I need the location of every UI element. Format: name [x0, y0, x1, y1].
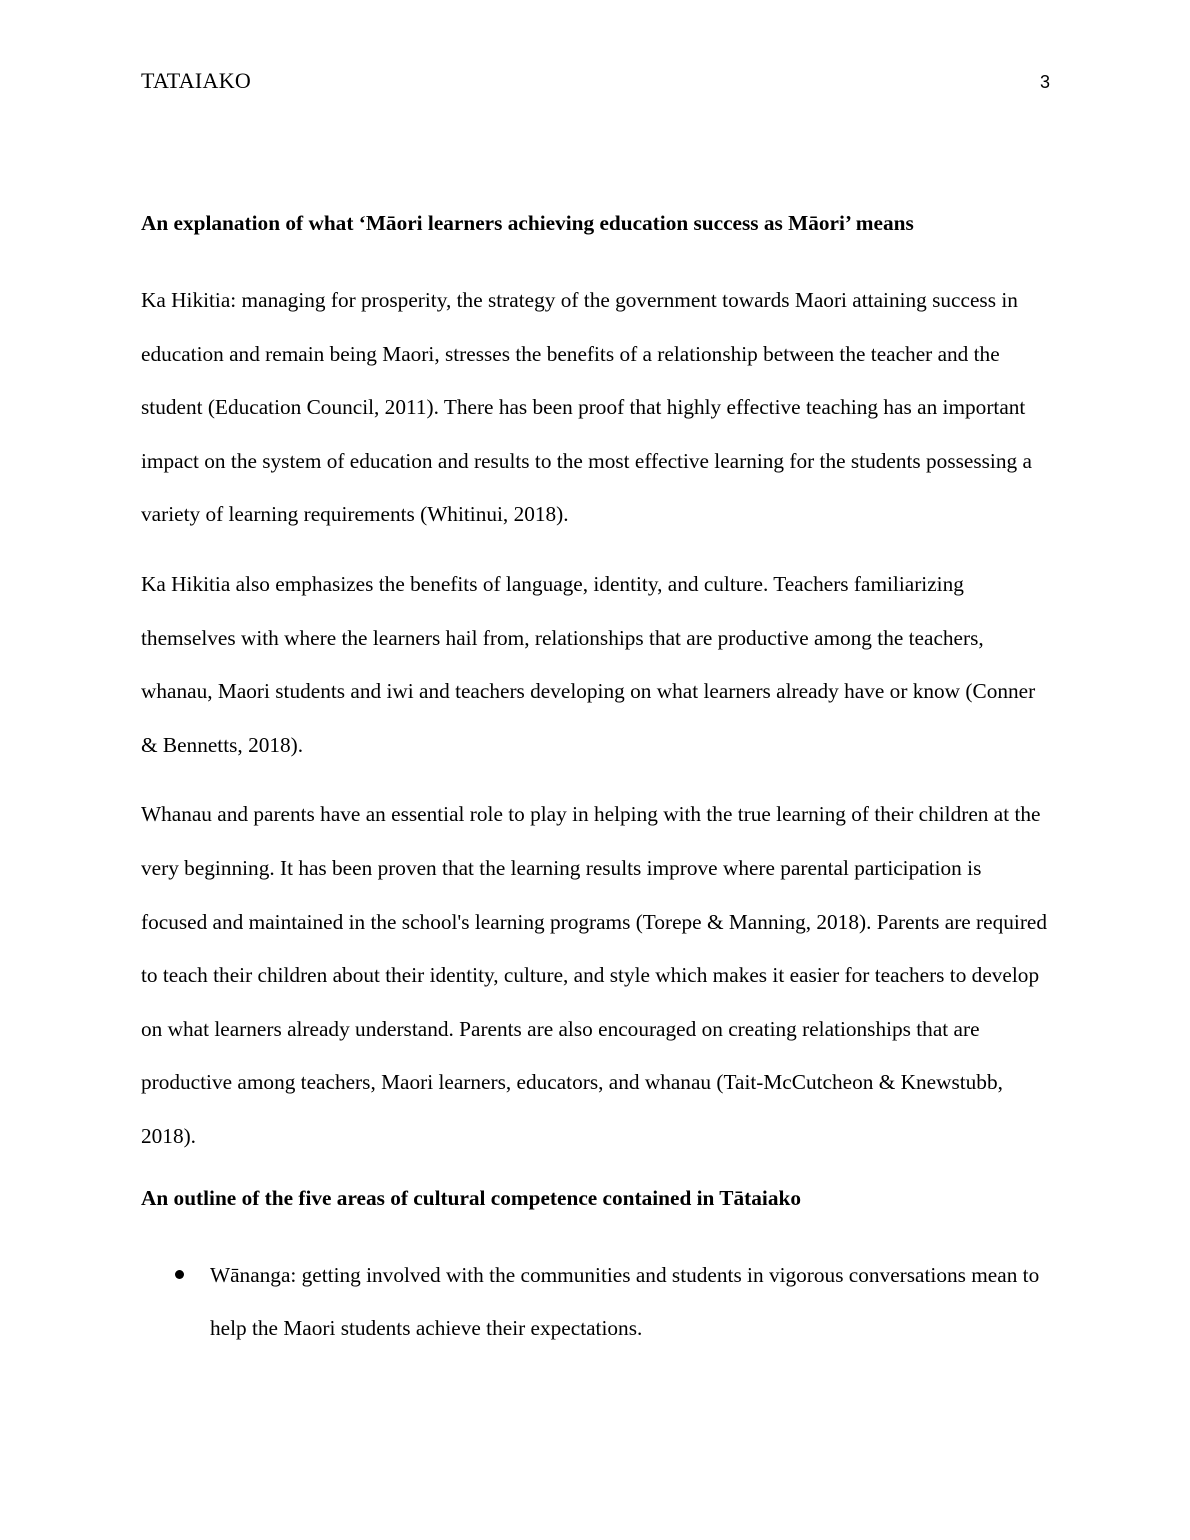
paragraph: Ka Hikitia: managing for prosperity, the strategy of the government towards Maori attaining success in education and remain being Maori, stresses the benefits of a relationship between the teacher and the student (Education Council, 2011). There has been proof that highly effective teaching has an important impact on the system of education and results to the most effective learning for the students possessing a variety of learning requirements (Whitinui, 2018). [141, 288, 1032, 527]
paragraph: Ka Hikitia also emphasizes the benefits of language, identity, and culture. Teachers familiarizing themselves with where the learners hail from, relationships that are productive among the teachers, whanau, Maori students and iwi and teachers developing on what learners already have or know (Conner & Bennetts, 2018). [141, 571, 1036, 757]
list-item [141, 1249, 1051, 1356]
section-heading: An explanation of what ‘Māori learners achieving education success as Māori’ means [141, 211, 914, 235]
running-head: TATAIAKO [141, 68, 252, 93]
bullet-icon [175, 1270, 184, 1279]
page-number: 3 [1039, 72, 1050, 92]
bullet-list [141, 1249, 1051, 1356]
paragraph: Whanau and parents have an essential role to play in helping with the true learning of their children at the very beginning. It has been proven that the learning results improve where parental participation is focused and maintained in the school's learning programs (Torepe & Manning, 2018). Parents are required to teach their children about their identity, culture, and style which makes it easier for teachers to develop on what learners already understand. Parents are also encouraged on creating relationships that are productive among teachers, Maori learners, educators, and whanau (Tait-McCutcheon & Knewstubb, 2018). [141, 802, 1048, 1148]
list-item-text: Wānanga: getting involved with the communities and students in vigorous conversations mean to help the Maori students achieve their expectations. [210, 1262, 1040, 1341]
section-heading: An outline of the five areas of cultural competence contained in Tātaiako [141, 1185, 801, 1210]
document-body [141, 205, 1051, 1356]
